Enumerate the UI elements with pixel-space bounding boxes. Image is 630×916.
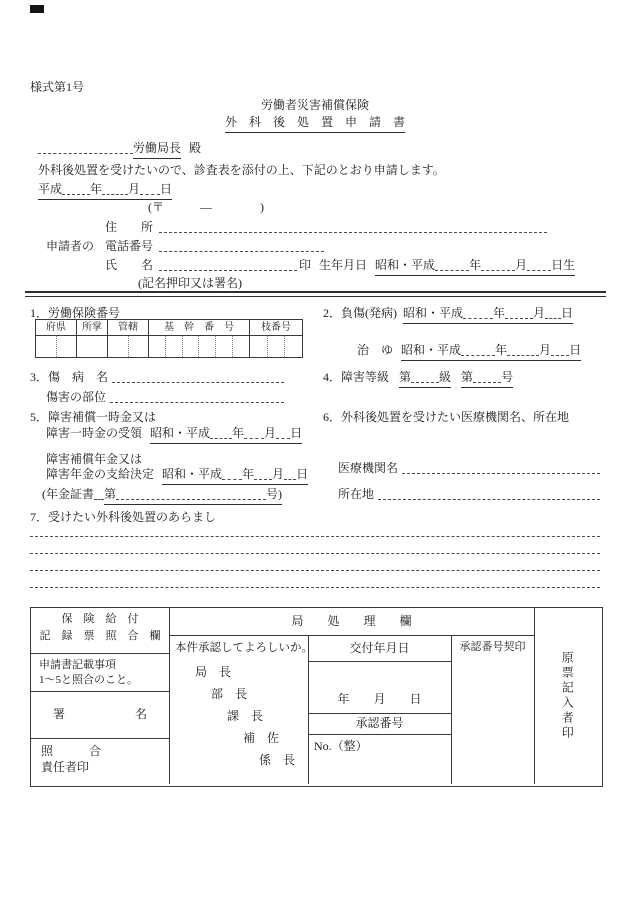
seal-mark: 印 (299, 258, 312, 272)
lump-day-field[interactable] (276, 426, 290, 439)
birthdate-label: 生年月日 (319, 258, 368, 272)
addressee-label: 労働局長 (133, 141, 181, 159)
pension-label-line: 障害補償年金又は (46, 452, 143, 466)
insurance-digit-cell[interactable] (183, 336, 200, 357)
title-subsection-chief: 係 長 (259, 753, 296, 767)
jurisdiction-digit-group (77, 336, 108, 358)
application-statement: 外科後処置を受けたいので、診査表を添付の上、下記のとおり申請します。 (38, 163, 445, 177)
insurance-digit-cell[interactable] (216, 336, 233, 357)
location-label: 所在地 (338, 487, 375, 501)
col-header-prefecture: 府県 (36, 320, 77, 336)
title-bureau-chief: 局 長 (195, 665, 232, 679)
table-line (31, 738, 169, 739)
sec3-line (30, 370, 284, 385)
insurance-digit-cell[interactable] (166, 336, 183, 357)
original-writer-seal-cell (534, 608, 600, 784)
table-line (31, 653, 169, 654)
form-title: 外 科 後 処 置 申 請 書 (225, 115, 405, 133)
issue-date-header: 交付年月日 (349, 641, 410, 655)
insurance-digit-cell[interactable] (149, 336, 166, 357)
birth-year-field[interactable] (435, 258, 469, 271)
day-label: 日 (569, 343, 582, 357)
pension-year-field[interactable] (222, 467, 242, 480)
year-label: 年 (90, 182, 103, 196)
era-label: 昭和・平成 (150, 426, 211, 440)
phone-field[interactable] (159, 239, 324, 252)
sec6-label: 6．外科後処置を受けたい医療機関名、所在地 (323, 410, 570, 424)
disease-name-field[interactable] (112, 370, 284, 383)
original-writer-seal-label: 原票記入者印 (560, 651, 575, 741)
col-header-office: 管轄 (108, 320, 149, 336)
office-processing-table (30, 607, 603, 787)
name-field[interactable] (159, 258, 297, 271)
sec4-label: 4．障害等級 (323, 370, 390, 384)
day-label: 日 (290, 426, 303, 440)
office-digit-group (108, 336, 149, 358)
birth-day-label: 日生 (551, 258, 576, 272)
labor-insurance-number-table (35, 319, 303, 358)
document-title-line1 (0, 98, 630, 113)
injury-month-field[interactable] (505, 306, 533, 319)
birth-month-field[interactable] (481, 258, 515, 271)
day-label: 日 (561, 306, 574, 320)
pension-decision-line (46, 467, 308, 485)
outline-write-line[interactable] (30, 536, 600, 537)
address-label: 住 所 (105, 220, 154, 234)
insurance-digit-cell[interactable] (57, 336, 77, 357)
medical-org-line (338, 461, 600, 476)
day-label: 日 (160, 182, 173, 196)
injury-part-line (46, 390, 284, 405)
table-line (308, 635, 309, 784)
medical-org-label: 医療機関名 (338, 461, 399, 475)
date-day-field[interactable] (140, 182, 160, 195)
cert-dai-label: 第 (104, 487, 117, 501)
table-line (308, 713, 451, 714)
col-header-jurisdiction: 所掌 (77, 320, 108, 336)
insurance-digit-cell[interactable] (285, 336, 302, 357)
year-label: 年 (495, 343, 508, 357)
outline-write-line[interactable] (30, 570, 600, 571)
table-line (169, 635, 534, 636)
col-header-branch-number: 枝番号 (250, 320, 303, 336)
approval-no-field-label: No.（整） (314, 739, 368, 753)
healed-day-field[interactable] (551, 343, 569, 356)
title-assistant: 補 佐 (243, 731, 280, 745)
insurance-digit-cell[interactable] (36, 336, 57, 357)
name-line (105, 258, 575, 276)
lump-month-field[interactable] (244, 426, 264, 439)
document-title-line2 (0, 115, 630, 133)
col-header-base-number: 基 幹 番 号 (149, 320, 250, 336)
address-field[interactable] (159, 220, 547, 233)
lump-sum-label: 障害一時金の受領 (46, 426, 143, 440)
month-label: 月 (539, 343, 552, 357)
year-label: 年 (493, 306, 506, 320)
cert-gap-field[interactable] (94, 487, 104, 500)
healed-date-line (357, 343, 581, 361)
addressee-honorific: 殿 (189, 141, 202, 155)
lump-sum-receipt-line (46, 426, 302, 444)
outline-write-line[interactable] (30, 553, 600, 554)
check-note-line2: 1〜5と照合のこと。 (39, 674, 138, 686)
injury-part-field[interactable] (110, 390, 284, 403)
approval-seal-header: 承認番号契印 (459, 641, 526, 653)
year-label: 年 (242, 467, 255, 481)
outline-write-line[interactable] (30, 587, 600, 588)
month-label: 月 (128, 182, 141, 196)
postal-code-line: (〒 — ) (148, 200, 264, 214)
application-date-line (38, 182, 172, 200)
sec3-label: 3．傷 病 名 (30, 370, 109, 384)
month-label: 月 (272, 467, 285, 481)
branch-number-digit-group (250, 336, 303, 358)
insurance-digit-cell[interactable] (129, 336, 149, 357)
scan-mark (30, 5, 44, 13)
insurance-digit-cell[interactable] (233, 336, 249, 357)
form-number: 様式第1号 (30, 80, 85, 94)
insurance-digit-cell[interactable] (199, 336, 216, 357)
insurance-digit-cell[interactable] (77, 336, 107, 357)
table-line (308, 661, 451, 662)
cert-end-label: 号) (266, 487, 283, 501)
number-suffix-label: 号 (501, 370, 514, 384)
prefecture-digit-group (36, 336, 77, 358)
insurance-program-title: 労働者災害補償保険 (260, 98, 369, 112)
disability-grade-field[interactable] (411, 370, 439, 383)
month-label: 月 (533, 306, 546, 320)
healed-month-field[interactable] (507, 343, 539, 356)
cert-number-field[interactable] (116, 487, 266, 500)
sign-label-left: 署 (53, 707, 66, 721)
verify-seal-label: 責任者印 (41, 760, 90, 774)
injury-year-field[interactable] (463, 306, 493, 319)
injury-part-label: 傷害の部位 (46, 390, 107, 404)
healed-year-field[interactable] (461, 343, 495, 356)
pension-day-field[interactable] (284, 467, 296, 480)
issue-date-ymd: 年 月 日 (337, 692, 422, 706)
pension-decision-label: 障害年金の支給決定 (46, 467, 155, 481)
number-prefix-label: 第 (461, 370, 474, 384)
pension-certificate-line (42, 487, 282, 505)
date-year-field[interactable] (62, 182, 90, 195)
sec5-label-line1: 5．障害補償一時金又は (30, 410, 157, 424)
medical-org-field[interactable] (402, 461, 600, 474)
healed-label: 治 ゆ (357, 343, 394, 357)
sec1-label: 1．労働保険番号 (30, 306, 121, 320)
grade-suffix-label: 級 (439, 370, 452, 384)
injury-day-field[interactable] (545, 306, 561, 319)
grade-prefix-label: 第 (399, 370, 412, 384)
table-line (308, 734, 451, 735)
insurance-digit-cell[interactable] (250, 336, 268, 357)
disability-number-field[interactable] (473, 370, 501, 383)
sec7-label: 7．受けたい外科後処置のあらまし (30, 510, 217, 524)
sec2-injury-line (323, 306, 573, 324)
title-department-head: 部 長 (211, 687, 248, 701)
pension-cert-label: (年金証書 (42, 487, 94, 501)
birth-era-label: 昭和・平成 (375, 258, 436, 272)
title-section-chief: 課 長 (227, 709, 264, 723)
sign-label-right: 名 (134, 707, 147, 721)
record-check-header-line1: 保 険 給 付 (61, 613, 139, 625)
sec2-label: 2．負傷(発病) (323, 306, 397, 320)
location-line (338, 487, 600, 502)
approval-number-label: 承認番号 (355, 716, 404, 730)
signature-cell[interactable] (31, 707, 169, 721)
addressee-line (38, 141, 201, 159)
year-label: 年 (469, 258, 482, 272)
phone-line (105, 239, 324, 254)
location-field[interactable] (378, 487, 600, 500)
approval-question: 本件承認してよろしいか。 (175, 642, 313, 654)
section-divider-rule (25, 291, 606, 297)
day-label: 日 (296, 467, 309, 481)
applicant-group-label: 申請者の (46, 239, 95, 253)
lump-year-field[interactable] (210, 426, 232, 439)
bureau-processing-header: 局 処 理 欄 (291, 614, 412, 628)
base-number-digit-group (149, 336, 250, 358)
month-label: 月 (515, 258, 528, 272)
phone-label: 電話番号 (105, 239, 154, 253)
year-label: 年 (232, 426, 245, 440)
era-label: 昭和・平成 (401, 343, 462, 357)
insurance-digit-cell[interactable] (268, 336, 286, 357)
name-label: 氏 名 (105, 258, 154, 272)
bureau-name-field[interactable] (38, 141, 133, 154)
verify-label: 照 合 (41, 744, 102, 758)
pension-month-field[interactable] (254, 467, 272, 480)
birth-day-field[interactable] (527, 258, 551, 271)
record-check-header-line2: 記 録 票 照 合 欄 (39, 630, 161, 642)
sec4-line (323, 370, 513, 388)
table-line (451, 635, 452, 784)
signature-note: (記名押印又は署名) (138, 276, 242, 290)
era-label: 昭和・平成 (162, 467, 223, 481)
era-label: 平成 (38, 182, 63, 196)
address-line (105, 220, 547, 235)
date-month-field[interactable] (102, 182, 128, 195)
check-note-line1: 申請書記載事項 (39, 659, 116, 671)
insurance-digit-cell[interactable] (108, 336, 129, 357)
era-label: 昭和・平成 (403, 306, 464, 320)
table-line (31, 691, 169, 692)
month-label: 月 (264, 426, 277, 440)
